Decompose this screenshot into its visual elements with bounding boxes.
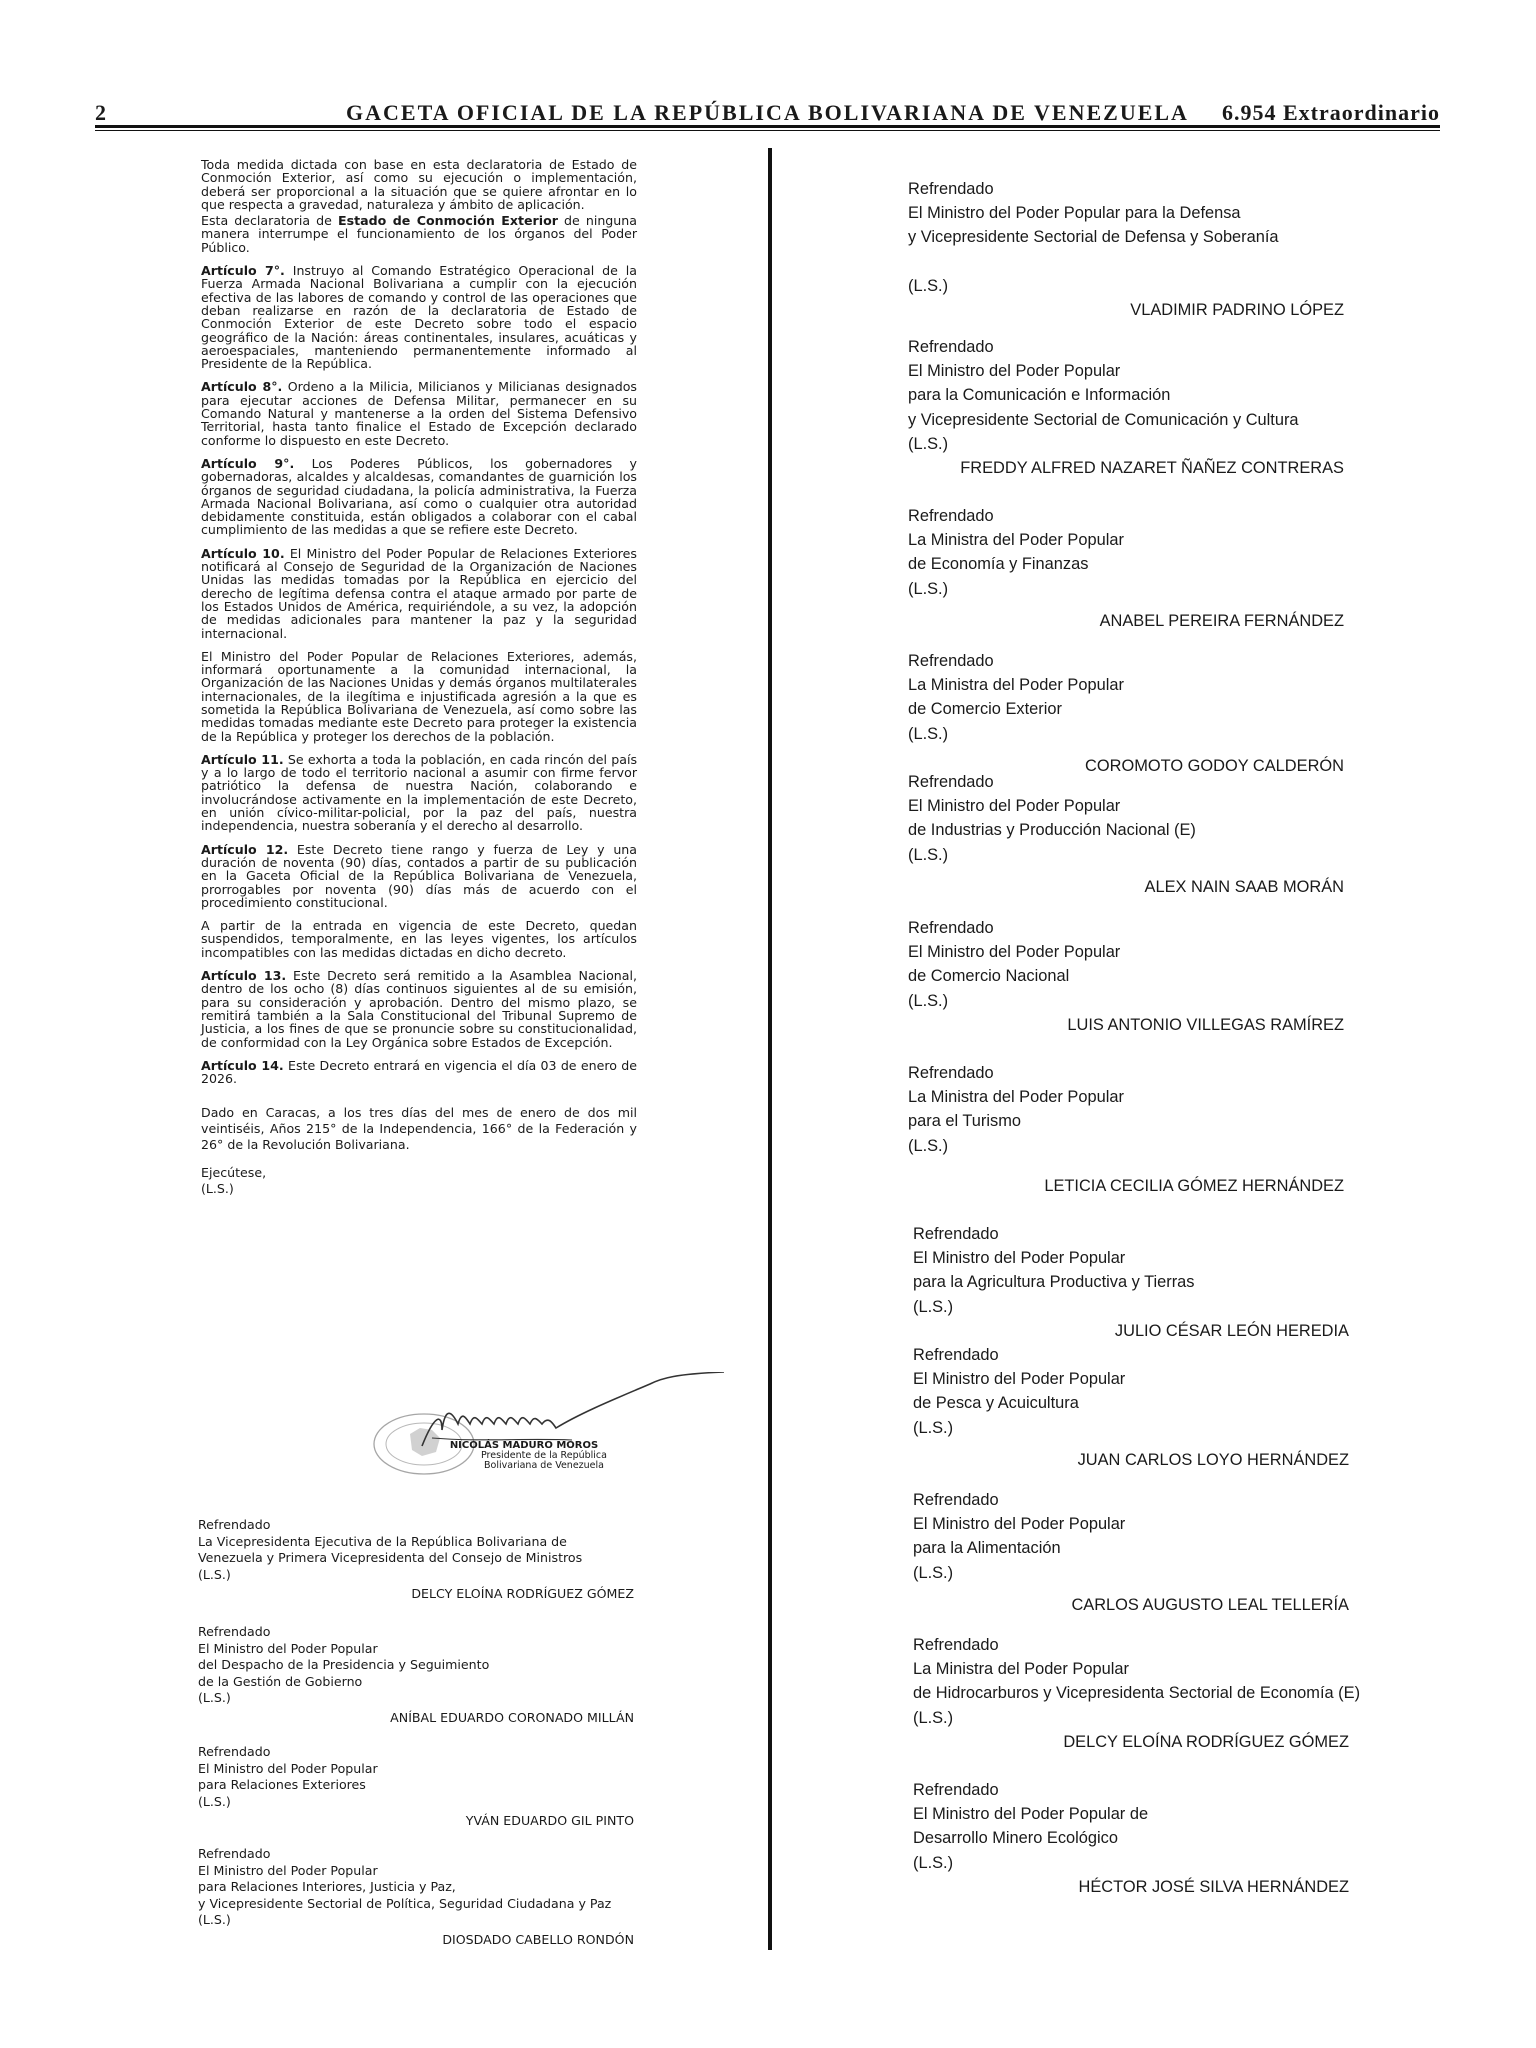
refrendo-right-1 <box>908 177 1344 322</box>
article-label: Artículo 10. <box>201 545 285 561</box>
ejecutese: Ejecútese, <box>201 1165 267 1181</box>
article-label: Artículo 12. <box>201 841 289 857</box>
refrendo-line: para Relaciones Interiores, Justicia y Paz, <box>198 1879 456 1894</box>
column-divider <box>768 148 772 1950</box>
signature-stroke <box>422 1372 724 1446</box>
refrendo-line: Refrendado <box>198 1744 271 1759</box>
refrendo-right-2 <box>908 335 1344 480</box>
refrendo-signatory: DELCY ELOÍNA RODRÍGUEZ GÓMEZ <box>1063 1732 1349 1751</box>
refrendo-line: de Comercio Nacional <box>908 967 1070 986</box>
presidential-signature-block <box>362 1372 732 1480</box>
gazette-title: GACETA OFICIAL DE LA REPÚBLICA BOLIVARIANA DE VENEZUELA <box>346 100 1189 125</box>
article-12-paragraph-2: A partir de la entrada en vigencia de este Decreto, quedan suspendidos, temporalmente, en las leyes vigentes, los artículos incompatibles con las medidas dictadas en dicho decreto. <box>201 918 637 960</box>
refrendo-line: (L.S.) <box>908 724 949 743</box>
refrendo-line: (L.S.) <box>198 1690 231 1705</box>
refrendo-line: (L.S.) <box>913 1297 954 1316</box>
refrendo-line: (L.S.) <box>908 434 949 453</box>
refrendo-right-7 <box>908 1061 1344 1198</box>
refrendo-line: Refrendado <box>198 1846 271 1861</box>
refrendo-line: El Ministro del Poder Popular de <box>913 1805 1149 1824</box>
refrendo-line: Refrendado <box>908 1064 994 1082</box>
refrendo-line: de Industrias y Producción Nacional (E) <box>908 821 1196 840</box>
refrendo-right-6 <box>908 916 1344 1037</box>
refrendo-line: La Ministra del Poder Popular <box>908 676 1124 695</box>
refrendo-line: La Ministra del Poder Popular <box>913 1660 1129 1679</box>
page-header <box>95 100 1440 128</box>
refrendo-signatory: ANABEL PEREIRA FERNÁNDEZ <box>1099 611 1344 630</box>
refrendo-line: La Ministra del Poder Popular <box>908 1088 1124 1107</box>
article-12 <box>201 843 637 909</box>
refrendo-line: Refrendado <box>908 180 994 198</box>
refrendo-line: La Ministra del Poder Popular <box>908 531 1124 550</box>
refrendo-line: y Vicepresidente Sectorial de Comunicación y Cultura <box>908 410 1299 429</box>
refrendo-signatory: FREDDY ALFRED NAZARET ÑAÑEZ CONTRERAS <box>960 459 1344 478</box>
refrendo-line: (L.S.) <box>908 579 949 598</box>
refrendo-right-12 <box>913 1778 1349 1899</box>
refrendo-line: (L.S.) <box>908 991 949 1010</box>
refrendo-line: Refrendado <box>913 1636 999 1654</box>
refrendo-line: El Ministro del Poder Popular <box>913 1515 1126 1534</box>
refrendo-right-3 <box>908 504 1344 633</box>
refrendo-line: El Ministro del Poder Popular <box>198 1862 378 1878</box>
dado-en-caracas: Dado en Caracas, a los tres días del mes de enero de dos mil veintiséis, Años 215° de la Independencia, 166° de la Federación y 26° de la Revolución Bolivariana. <box>201 1105 637 1153</box>
article-label: Artículo 7°. <box>201 263 285 279</box>
refrendo-line: (L.S.) <box>913 1708 954 1727</box>
refrendo-signatory: CARLOS AUGUSTO LEAL TELLERÍA <box>1071 1595 1349 1614</box>
refrendo-line: Refrendado <box>908 652 994 670</box>
refrendo-line: de la Gestión de Gobierno <box>198 1673 363 1689</box>
refrendo-signatory: COROMOTO GODOY CALDERÓN <box>1085 756 1344 775</box>
refrendo-line: El Ministro del Poder Popular <box>913 1370 1126 1389</box>
header-rule-thin <box>95 130 1440 131</box>
refrendo-line: Refrendado <box>198 1624 271 1639</box>
refrendo-line: y Vicepresidente Sectorial de Política, Seguridad Ciudadana y Paz <box>198 1895 612 1911</box>
refrendo-signatory: DELCY ELOÍNA RODRÍGUEZ GÓMEZ <box>411 1586 634 1601</box>
article-14 <box>201 1059 637 1086</box>
refrendo-signatory: HÉCTOR JOSÉ SILVA HERNÁNDEZ <box>1078 1877 1349 1896</box>
signature-role-line1: Presidente de la República <box>481 1450 607 1461</box>
refrendo-line: (L.S.) <box>198 1912 231 1927</box>
edition-number: 6.954 Extraordinario <box>1222 100 1440 125</box>
paragraph-proportionality: Toda medida dictada con base en esta declaratoria de Estado de Conmoción Exterior, así como su ejecución o implementación, deberá ser proporcional a la situación que se quiere afrontar en lo que respecta a gravedad, naturaleza y ámbito de aplicación. <box>201 157 637 212</box>
refrendo-line: Refrendado <box>198 1517 271 1532</box>
refrendo-line: El Ministro del Poder Popular <box>198 1640 378 1656</box>
refrendo-signatory: YVÁN EDUARDO GIL PINTO <box>465 1813 634 1828</box>
bold-run: Estado de Conmoción Exterior <box>337 213 558 229</box>
refrendo-line: El Ministro del Poder Popular <box>198 1760 378 1776</box>
refrendo-line: La Vicepresidenta Ejecutiva de la República Bolivariana de <box>198 1533 567 1549</box>
refrendo-signatory: JUAN CARLOS LOYO HERNÁNDEZ <box>1077 1450 1349 1469</box>
refrendo-line: de Hidrocarburos y Vicepresidenta Sectorial de Economía (E) <box>913 1684 1361 1703</box>
signature-role-line2: Bolivariana de Venezuela <box>484 1460 604 1471</box>
refrendo-left-4 <box>198 1846 634 1948</box>
article-text: Este Decreto será remitido a la Asamblea Nacional, dentro de los ocho (8) días continuos siguientes al de su emisión, para su consideración y aprobación. Dentro del mismo plazo, se remitirá también a la Sala Constitucional del Tribunal Supremo de Justicia, a los fines de que se pronuncie sobre su constitucionalidad, de conformidad con la Ley Orgánica sobre Estados de Excepción. <box>201 968 637 1050</box>
article-10 <box>201 547 637 640</box>
refrendo-line: (L.S.) <box>908 1136 949 1155</box>
article-label: Artículo 14. <box>201 1057 284 1073</box>
refrendo-signatory: VLADIMIR PADRINO LÓPEZ <box>1130 301 1344 320</box>
refrendo-left-3 <box>198 1744 634 1830</box>
refrendo-line: de Pesca y Acuicultura <box>913 1394 1079 1413</box>
refrendo-line: (L.S.) <box>198 1566 231 1582</box>
refrendo-right-9 <box>913 1343 1349 1472</box>
refrendo-line: para la Comunicación e Información <box>908 386 1171 405</box>
article-label: Artículo 9°. <box>201 455 295 471</box>
refrendo-right-5 <box>908 770 1344 899</box>
refrendo-line: (L.S.) <box>913 1418 954 1437</box>
left-column-text <box>201 158 637 1197</box>
refrendo-line: El Ministro del Poder Popular <box>908 943 1121 962</box>
article-label: Artículo 11. <box>201 751 284 767</box>
refrendo-line: Refrendado <box>913 1781 999 1799</box>
article-10-paragraph-2: El Ministro del Poder Popular de Relaciones Exteriores, además, informará oportunamente a la comunidad internacional, la Organización de las Naciones Unidas y demás órganos multilaterales internacionales, de la ilegítima e injustificada agresión a la que es sometida la República Bolivariana de Venezuela, así como sobre las medidas tomadas mediante este Decreto para proteger la existencia de la República y proteger los derechos de la población. <box>201 648 637 744</box>
header-rule-thick <box>95 125 1440 128</box>
refrendo-line: de Economía y Finanzas <box>908 555 1089 574</box>
article-11 <box>201 753 637 833</box>
article-text: Los Poderes Públicos, los gobernadores y gobernadoras, alcaldes y alcaldesas, comandantes de guarnición los órganos de seguridad ciudadana, la policía administrativa, la Fuerza Armada Nacional Bolivariana, así como o cualquier otra autoridad debidamente constituida, están obligados a colaborar con el cabal cumplimiento de las medidas a que se refiere este Decreto. <box>201 455 637 538</box>
article-text: Se exhorta a toda la población, en cada rincón del país y a lo largo de todo el territorio nacional a asumir con firme fervor patriótico la defensa de nuestra Nación, colaborando e involucrándose activamente en la implementación de este Decreto, en unión cívico-militar-policial, por la paz del país, nuestra independencia, nuestra soberanía y el derecho al desarrollo. <box>201 751 638 834</box>
article-label: Artículo 13. <box>201 968 287 984</box>
article-8 <box>201 380 637 446</box>
refrendo-line: Venezuela y Primera Vicepresidenta del Consejo de Ministros <box>198 1550 583 1565</box>
signature-name: NICOLÁS MADURO MOROS <box>449 1440 599 1451</box>
text-run: de ninguna manera interrumpe el funcionamiento de los órganos del Poder Público. <box>201 213 637 255</box>
article-label: Artículo 8°. <box>201 379 283 395</box>
refrendo-line: El Ministro del Poder Popular <box>908 797 1121 816</box>
refrendo-right-8 <box>913 1222 1349 1343</box>
refrendo-line: (L.S.) <box>913 1563 954 1582</box>
refrendo-signatory: DIOSDADO CABELLO RONDÓN <box>442 1931 634 1947</box>
refrendo-right-10 <box>913 1488 1349 1617</box>
refrendo-line: Refrendado <box>908 338 994 356</box>
refrendo-line: Refrendado <box>913 1346 999 1364</box>
refrendo-line: Refrendado <box>908 919 994 937</box>
page-number: 2 <box>95 100 106 125</box>
refrendo-line: para Relaciones Exteriores <box>198 1777 366 1792</box>
refrendo-right-4 <box>908 649 1344 778</box>
article-13 <box>201 969 637 1049</box>
refrendo-line: Refrendado <box>913 1225 999 1243</box>
refrendo-left-1 <box>198 1517 634 1603</box>
refrendo-line: Refrendado <box>913 1491 999 1509</box>
refrendo-line: (L.S.) <box>913 1853 954 1872</box>
refrendo-line: (L.S.) <box>198 1793 231 1809</box>
refrendo-line: Desarrollo Minero Ecológico <box>913 1829 1118 1848</box>
refrendo-line: para la Alimentación <box>913 1539 1061 1558</box>
refrendo-line: Refrendado <box>908 507 994 525</box>
refrendo-line: para la Agricultura Productiva y Tierras <box>913 1273 1195 1292</box>
refrendo-line: Refrendado <box>908 773 994 791</box>
refrendo-signatory: LUIS ANTONIO VILLEGAS RAMÍREZ <box>1067 1015 1344 1034</box>
refrendo-right-11 <box>913 1633 1361 1754</box>
refrendo-line: El Ministro del Poder Popular para la Defensa <box>908 204 1241 223</box>
refrendo-signatory: ANÍBAL EDUARDO CORONADO MILLÁN <box>390 1709 634 1725</box>
text-run: Esta declaratoria de <box>201 213 338 229</box>
refrendo-signatory: JULIO CÉSAR LEÓN HEREDIA <box>1114 1321 1349 1340</box>
refrendo-line: del Despacho de la Presidencia y Seguimiento <box>198 1657 490 1672</box>
article-7 <box>201 264 637 370</box>
refrendo-line: (L.S.) <box>908 276 949 295</box>
article-text: Este Decreto tiene rango y fuerza de Ley y una duración de noventa (90) días, contados a partir de su publicación en la Gaceta Oficial de la República Bolivariana de Venezuela, prorrogables por noventa (90) días más de acuerdo con el procedimiento constitucional. <box>201 841 637 910</box>
refrendo-line: para el Turismo <box>908 1112 1021 1131</box>
refrendo-left-2 <box>198 1624 634 1726</box>
refrendo-line: (L.S.) <box>908 845 949 864</box>
article-text: Este Decreto entrará en vigencia el día 03 de enero de 2026. <box>201 1057 637 1087</box>
refrendo-line: de Comercio Exterior <box>908 700 1062 719</box>
article-text: Instruyo al Comando Estratégico Operacional de la Fuerza Armada Nacional Bolivariana a cumplir con la ejecución efectiva de las labores de comando y control de las operaciones que deban realizarse en razón de la declaratoria de Estado de Conmoción Exterior de este Decreto sobre todo el espacio geográfico de la Nación: áreas continentales, insulares, acuáticas y aeroespaciales, manteniendo permanentemente informado al Presidente de la República. <box>201 263 637 372</box>
refrendo-line: El Ministro del Poder Popular <box>913 1249 1126 1268</box>
article-text: Ordeno a la Milicia, Milicianos y Milicianas designados para ejecutar acciones de Defensa Militar, permanecer en su Comando Natural y mantenerse a la orden del Sistema Defensivo Territorial, hasta tanto finalice el Estado de Excepción declarado conforme lo dispuesto en este Decreto. <box>201 379 637 448</box>
refrendo-line: El Ministro del Poder Popular <box>908 362 1121 381</box>
refrendo-signatory: LETICIA CECILIA GÓMEZ HERNÁNDEZ <box>1044 1176 1344 1195</box>
paragraph-no-interruption <box>201 214 637 254</box>
article-text: El Ministro del Poder Popular de Relaciones Exteriores notificará al Consejo de Seguridad de la Organización de Naciones Unidas las medidas tomadas por la República en ejercicio del derecho de legítima defensa contra el ataque armado por parte de los Estados Unidos de América, requiriéndole, a su vez, la adopción de medidas adicionales para mantener la paz y la seguridad internacional. <box>201 545 637 641</box>
refrendo-line <box>908 250 1344 274</box>
article-9 <box>201 457 637 537</box>
refrendo-line: y Vicepresidente Sectorial de Defensa y Soberanía <box>908 228 1279 247</box>
refrendo-signatory: ALEX NAIN SAAB MORÁN <box>1144 877 1344 896</box>
ls-seal-label: (L.S.) <box>201 1181 234 1197</box>
